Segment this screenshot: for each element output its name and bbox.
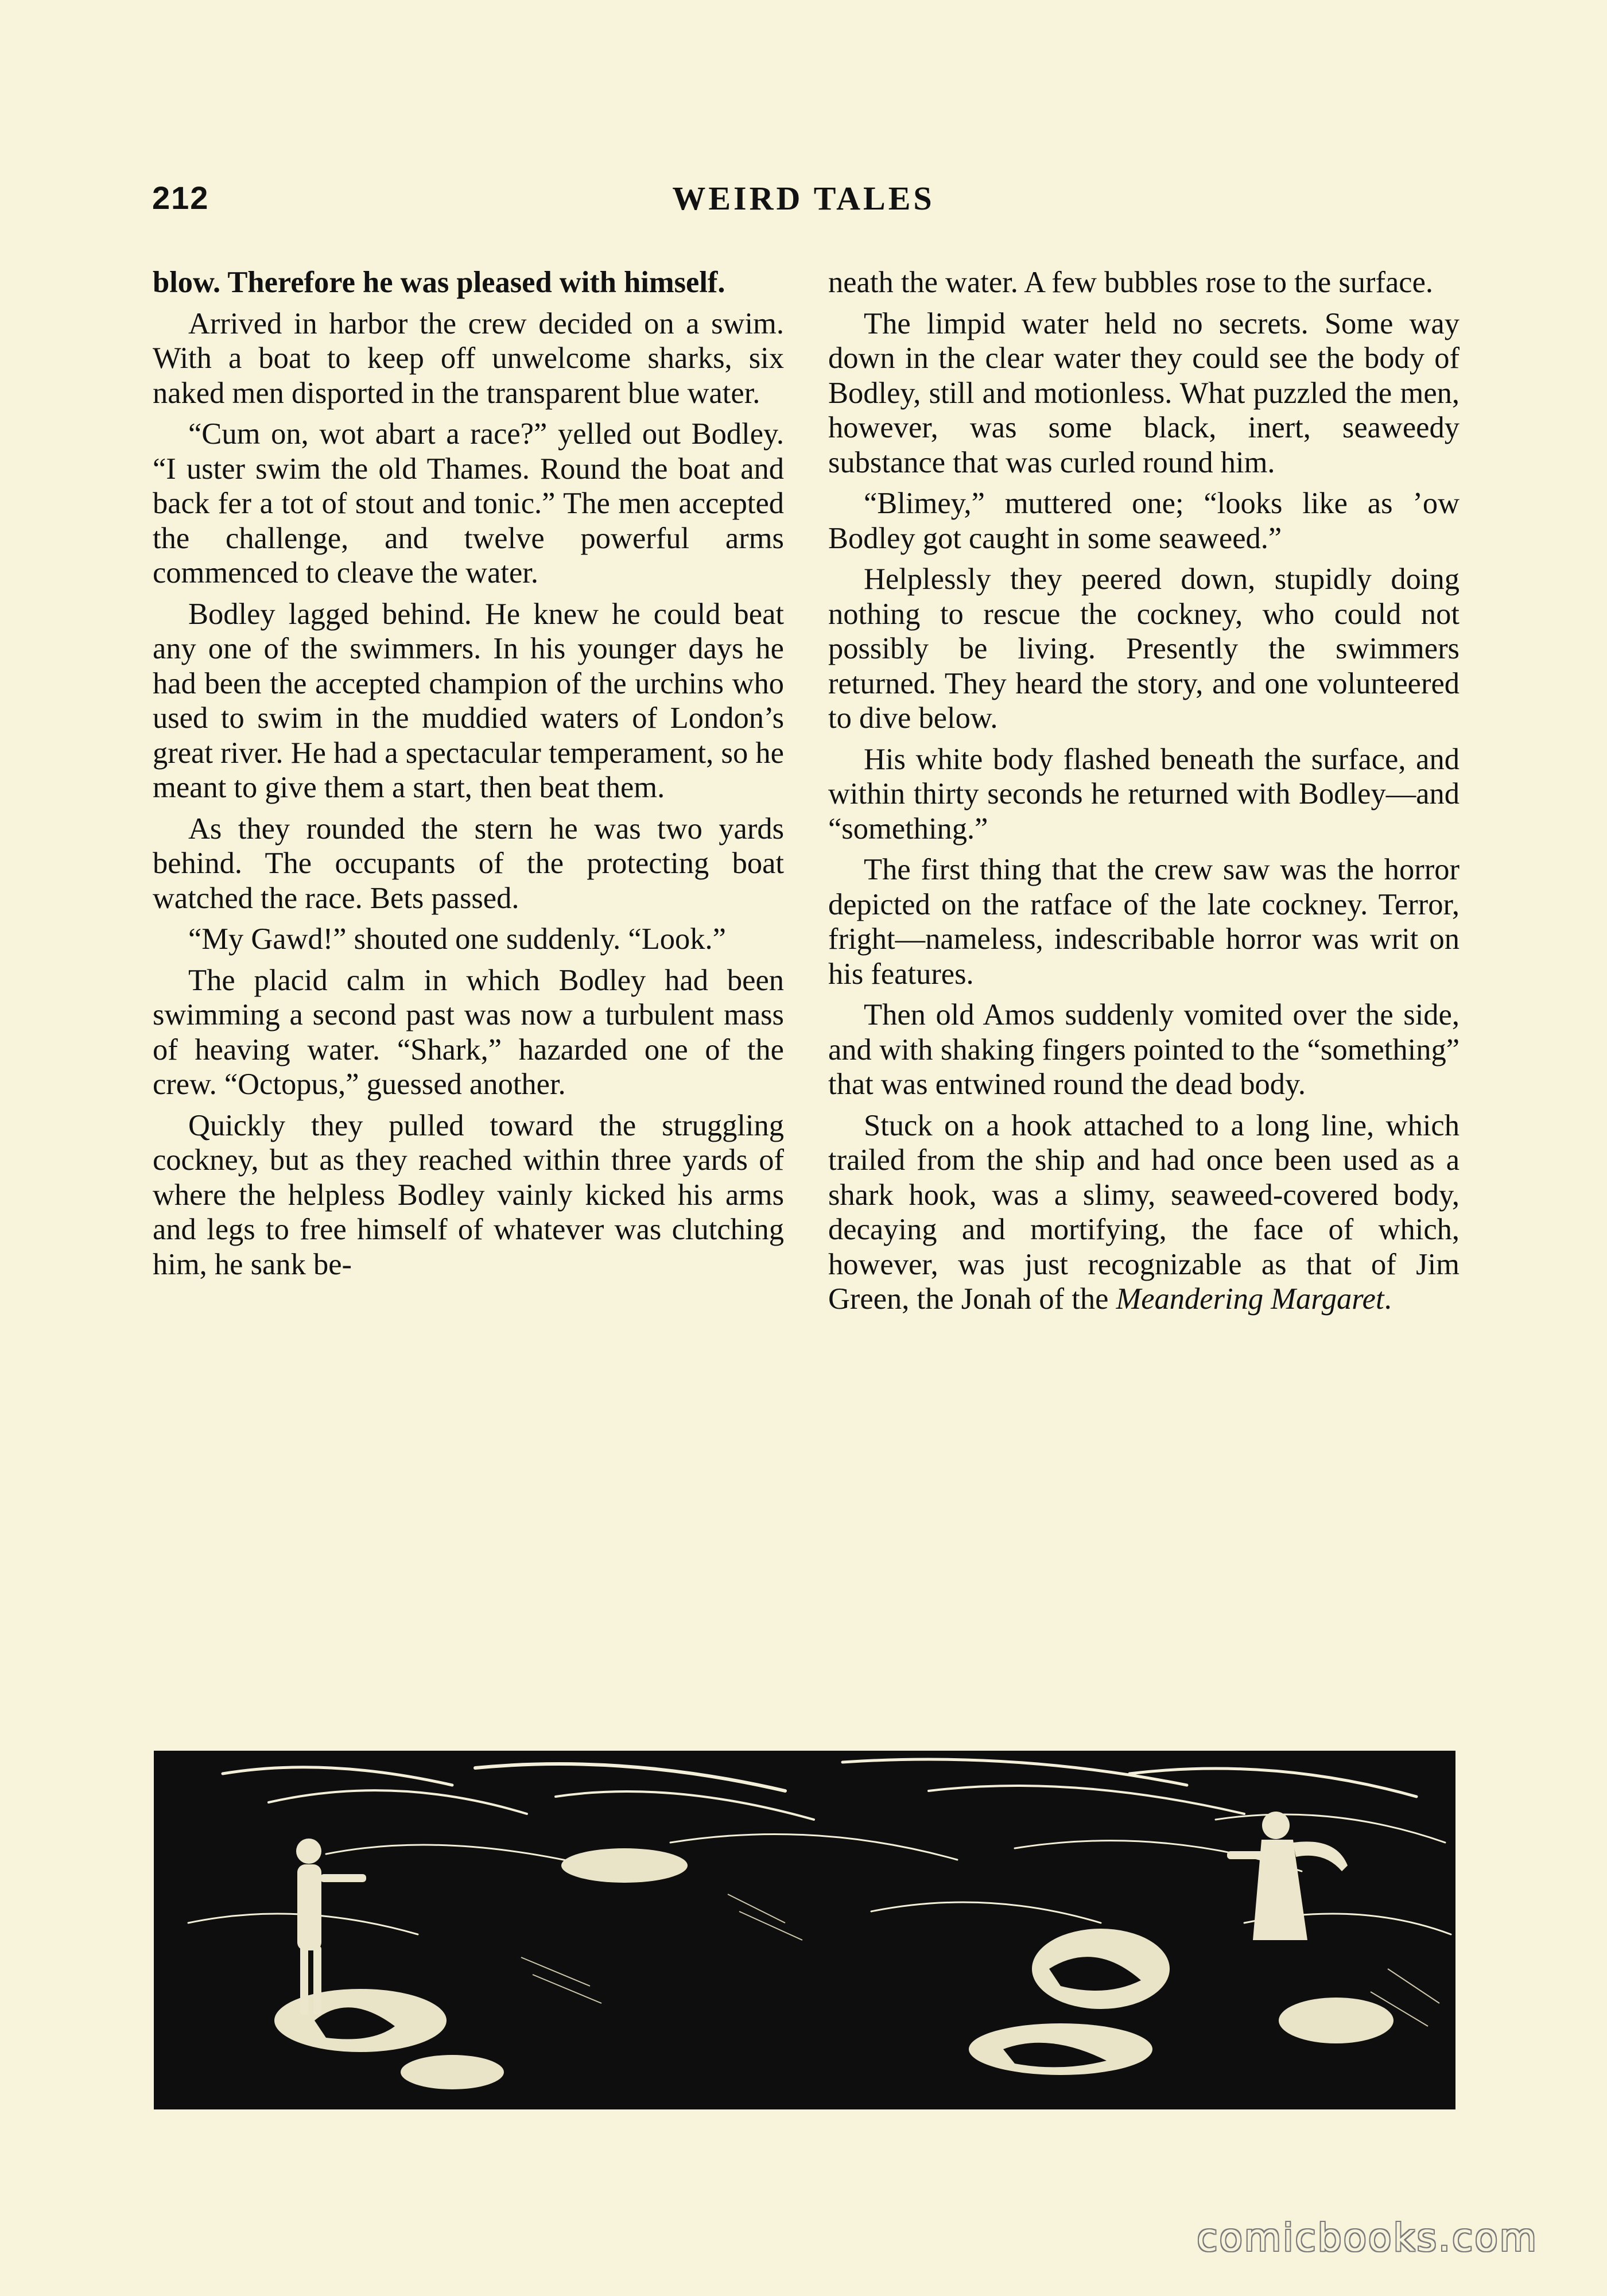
- paragraph: His white body flashed beneath the surface, and within thirty seconds he returned with Bodley—and “something.”: [828, 742, 1460, 846]
- paragraph: As they rounded the stern he was two yards behind. The occupants of the protecting boat watched the race. Bets passed.: [153, 812, 784, 915]
- paragraph: Then old Amos suddenly vomited over the side, and with shaking fingers pointed to the “something” that was entwined round the dead body.: [828, 998, 1460, 1101]
- paragraph: Bodley lagged behind. He knew he could beat any one of the swimmers. In his younger days he had been the accepted champion of the urchins who used to swim in the muddied waters of London’s great river. He had a spectacular temperament, so he meant to give them a start, then beat them.: [153, 597, 784, 804]
- paragraph: Quickly they pulled toward the struggling cockney, but as they reached within three yards of where the helpless Bodley vainly kicked his arms and legs to free himself of whatever was clutching him, he sank be-: [153, 1108, 784, 1281]
- paragraph: neath the water. A few bubbles rose to the surface.: [828, 266, 1434, 299]
- ship-name: Meandering Margaret: [1116, 1282, 1384, 1316]
- text-column-right: [828, 265, 1460, 1323]
- paragraph: The first thing that the crew saw was the horror depicted on the ratface of the late cockney. Terror, fright—nameless, indescribable horror was writ on his features.: [828, 853, 1460, 991]
- page-number: 212: [152, 180, 209, 216]
- text-column-left: [153, 265, 784, 1288]
- paragraph: The limpid water held no secrets. Some way down in the clear water they could see the body of Bodley, still and motionless. What puzzled the men, however, was some black, inert, seaweedy substance that was curled round him.: [828, 307, 1460, 479]
- paragraph: The placid calm in which Bodley had been swimming a second past was now a turbulent mass of heaving water. “Shark,” hazarded one of the crew. “Octopus,” guessed another.: [153, 963, 784, 1101]
- watermark-text: comicbooks.com: [1197, 2216, 1538, 2260]
- paragraph: [153, 265, 784, 300]
- running-head: [152, 179, 1455, 225]
- paragraph-tail: .: [1384, 1282, 1392, 1316]
- paragraph: “My Gawd!” shouted one suddenly. “Look.”: [188, 922, 726, 956]
- paragraph: “Blimey,” muttered one; “looks like as ’ow Bodley got caught in some seaweed.”: [828, 487, 1460, 555]
- paragraph: “Cum on, wot abart a race?” yelled out Bodley. “I uster swim the old Thames. Round the boat and back fer a tot of stout and tonic.” The men accepted the challenge, and twelve powerful arms commenced to cleave the water.: [153, 417, 784, 589]
- magazine-title: WEIRD TALES: [672, 180, 935, 217]
- paragraph: [828, 1108, 1460, 1317]
- paragraph: Helplessly they peered down, stupidly doing nothing to rescue the cockney, who could not possibly be living. Presently the swimmers returned. They heard the story, and one volunteered to dive below.: [828, 563, 1460, 735]
- paragraph-lead: blow. Therefore he was pleased with himself.: [153, 266, 725, 299]
- paragraph: Arrived in harbor the crew decided on a swim. With a boat to keep off unwelcome sharks, six naked men disported in the transparent blue water.: [153, 307, 784, 410]
- paragraph-text: Stuck on a hook attached to a long line, which trailed from the ship and had once been used as a shark hook, was a slimy, seaweed-covered body, decaying and mortifying, the face of which, however, was just recognizable as that of Jim Green, the Jonah of the: [828, 1108, 1460, 1316]
- stormy-sea-illustration: [154, 1751, 1455, 2109]
